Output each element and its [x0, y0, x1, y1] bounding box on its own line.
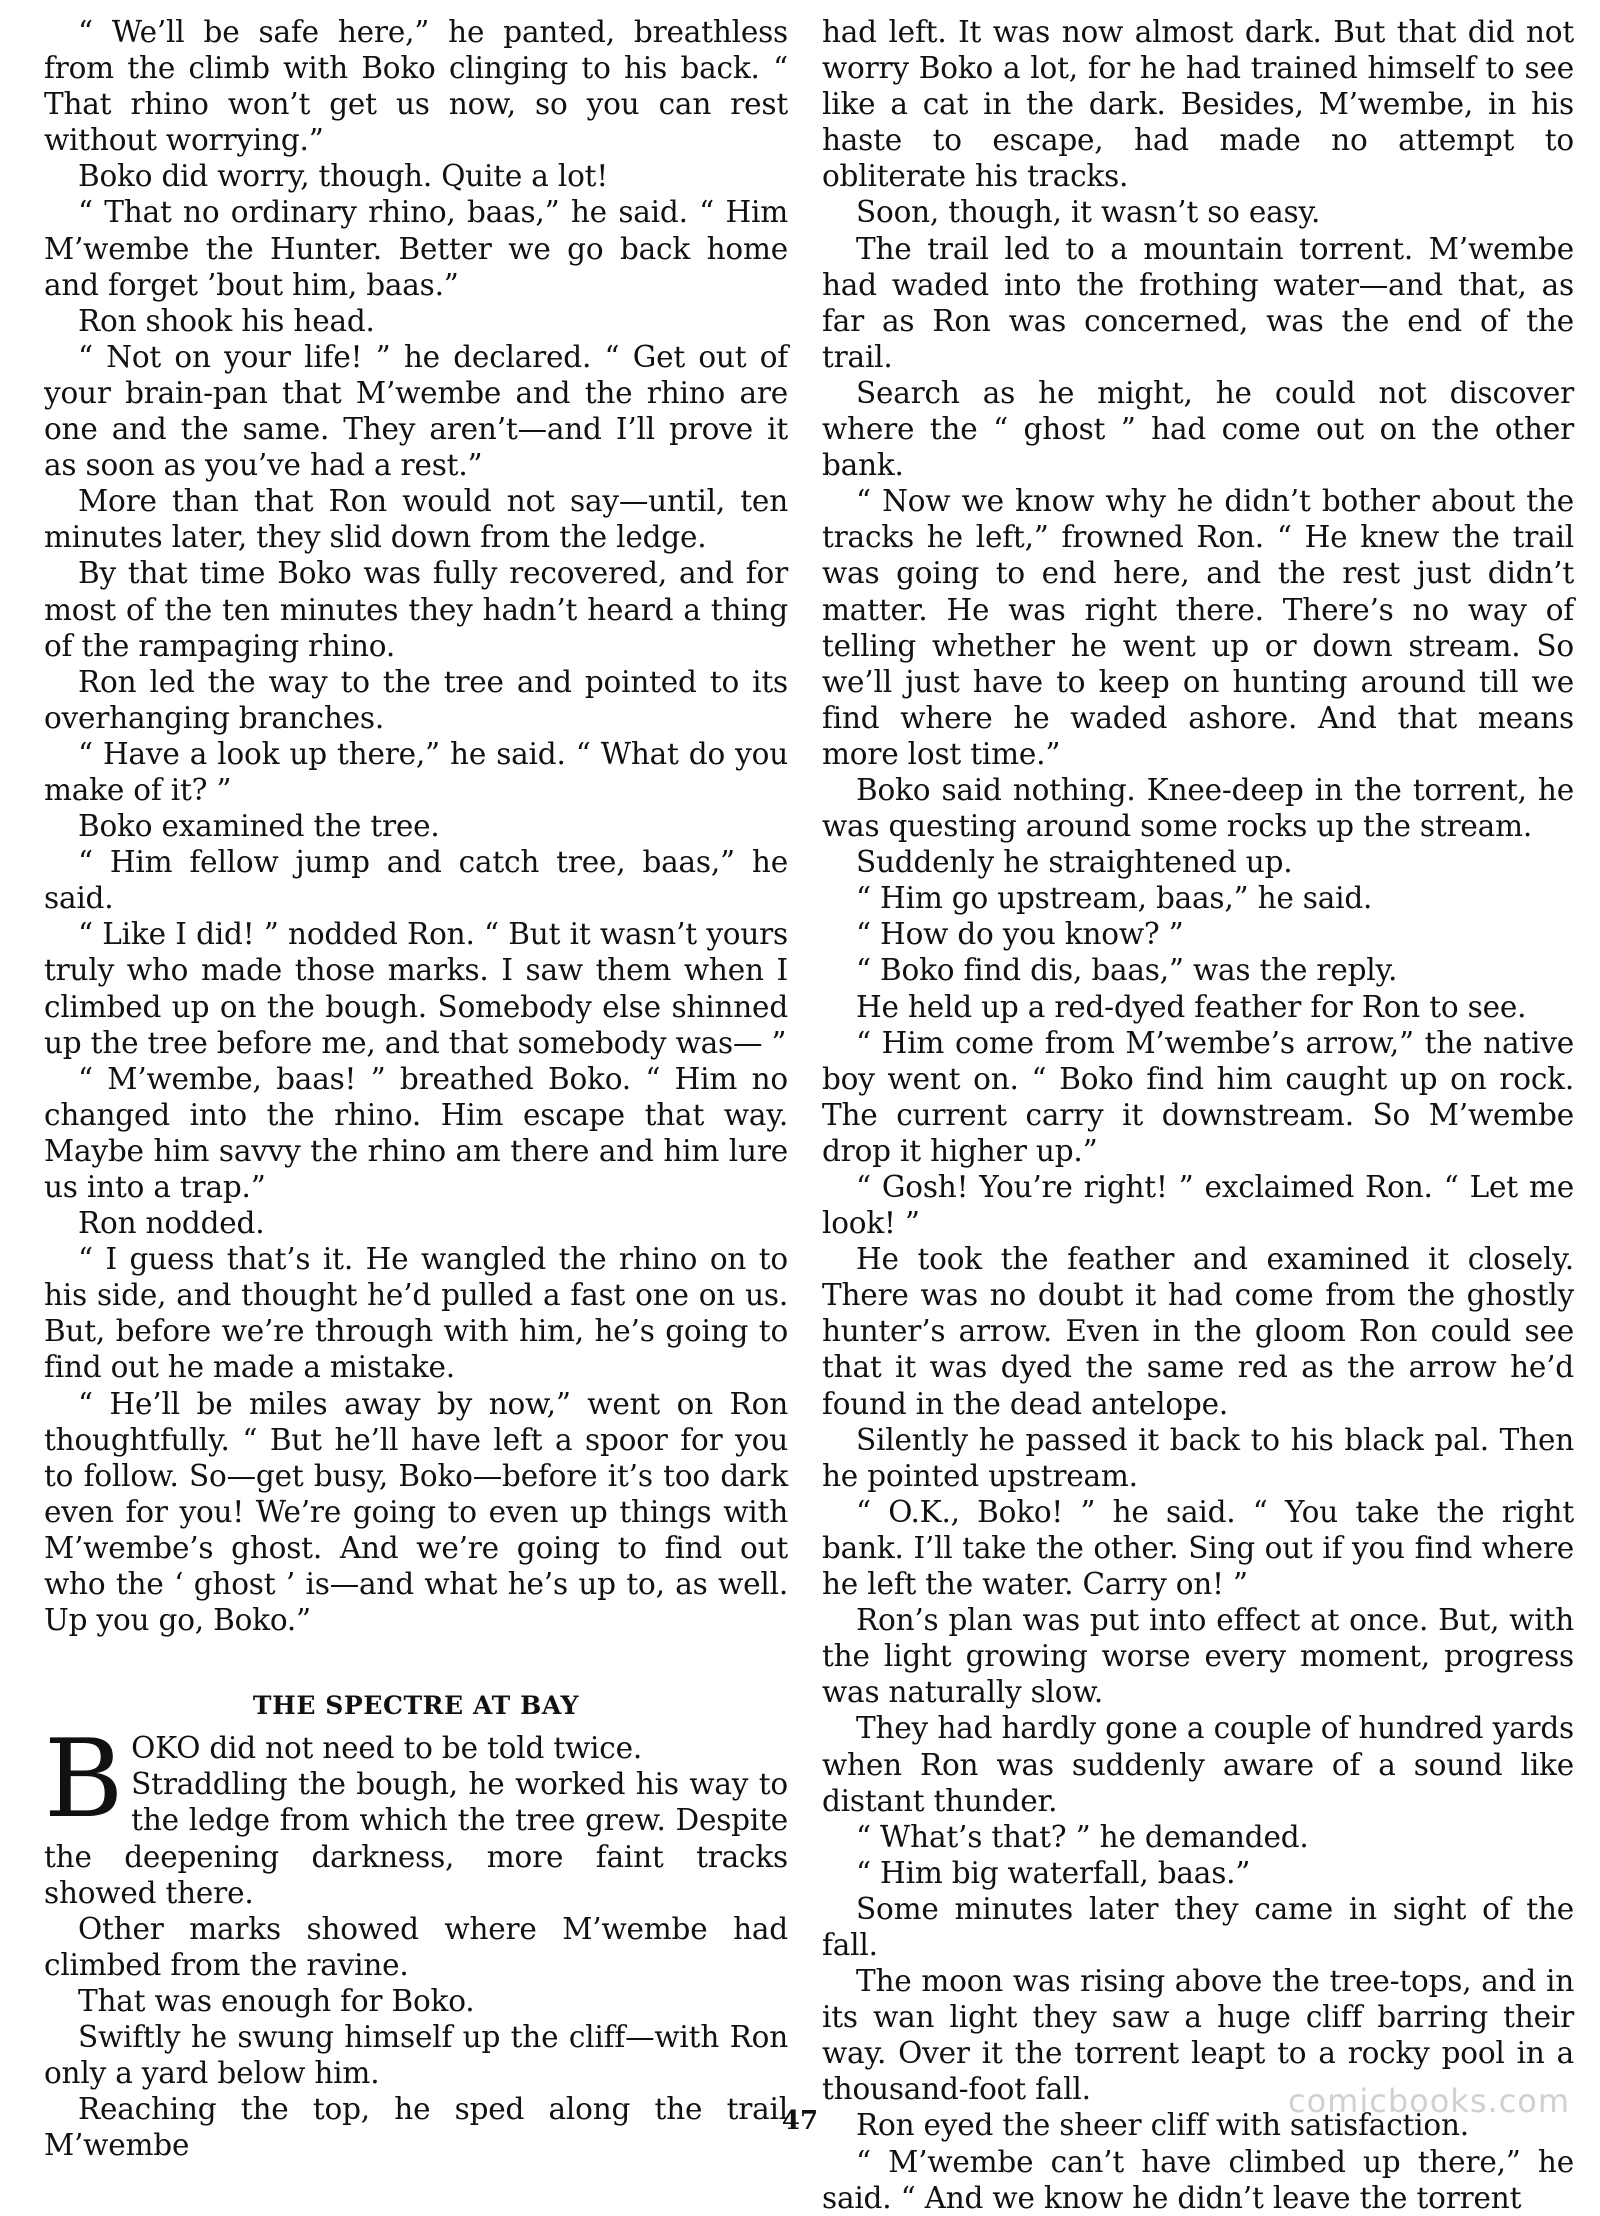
left-column	[44, 14, 788, 2163]
paragraph: “ Have a look up there,” he said. “ What do you make of it? ”	[44, 736, 788, 807]
paragraph: “ M’wembe, baas! ” breathed Boko. “ Him no changed into the rhino. Him escape that way. Maybe him savvy the rhino am there and him lure us into a trap.”	[44, 1061, 788, 1204]
paragraph: Silently he passed it back to his black pal. Then he pointed upstream.	[822, 1422, 1574, 1493]
paragraph: Suddenly he straightened up.	[856, 845, 1293, 880]
paragraph: That was enough for Boko.	[78, 1983, 475, 2018]
paragraph: “ Gosh! You’re right! ” exclaimed Ron. “ Let me look! ”	[822, 1170, 1574, 1241]
paragraph: Ron’s plan was put into effect at once. But, with the light growing worse every moment, progress was naturally slow.	[822, 1603, 1574, 1710]
paragraph: Ron led the way to the tree and pointed to its overhanging branches.	[44, 664, 788, 735]
left-paragraphs-before	[44, 14, 788, 1638]
drop-cap: B	[44, 1717, 124, 1843]
watermark: comicbooks.com	[1287, 2082, 1570, 2120]
paragraph: By that time Boko was fully recovered, and for most of the ten minutes they hadn’t heard a thing of the rampaging rhino.	[44, 556, 788, 663]
chapter-first-paragraph: OKO did not need to be told twice.	[131, 1731, 643, 1766]
paragraph: had left. It was now almost dark. But that did not worry Boko a lot, for he had trained himself to see like a cat in the dark. Besides, M’wembe, in his haste to escape, had made no attempt to obliterate his tracks.	[822, 15, 1574, 194]
chapter-opening	[44, 1717, 788, 1910]
paragraph: “ He’ll be miles away by now,” went on Ron thoughtfully. “ But he’ll have left a spoor for you to follow. So—get busy, Boko—before it’s too dark even for you! We’re going to even up things with M’wembe’s ghost. And we’re going to find out who the ‘ ghost ’ is—and what he’s up to, as well. Up you go, Boko.”	[44, 1386, 788, 1638]
section-heading: THE SPECTRE AT BAY	[252, 1691, 580, 1721]
paragraph: “ Him big waterfall, baas.”	[856, 1855, 1251, 1890]
paragraph: Some minutes later they came in sight of the fall.	[822, 1891, 1574, 1962]
paragraph: “ Him go upstream, baas,” he said.	[856, 881, 1373, 916]
paragraph: Ron nodded.	[78, 1206, 265, 1241]
paragraph: Ron shook his head.	[78, 303, 375, 338]
paragraph: “ What’s that? ” he demanded.	[856, 1819, 1309, 1854]
paragraph: “ M’wembe can’t have climbed up there,” he said. “ And we know he didn’t leave the torrent	[822, 2144, 1574, 2215]
paragraph: Boko did worry, though. Quite a lot!	[78, 159, 608, 194]
paragraph: “ We’ll be safe here,” he panted, breathless from the climb with Boko clinging to his back. “ That rhino won’t get us now, so you can rest without worrying.”	[44, 15, 788, 158]
paragraph: He held up a red-dyed feather for Ron to see.	[856, 989, 1527, 1024]
paragraph: “ Boko find dis, baas,” was the reply.	[856, 953, 1398, 988]
paragraph: Other marks showed where M’wembe had climbed from the ravine.	[44, 1911, 788, 1982]
paragraph: Search as he might, he could not discover where the “ ghost ” had come out on the other bank.	[822, 375, 1574, 483]
paragraph: “ Now we know why he didn’t bother about the tracks he left,” frowned Ron. “ He knew the trail was going to end here, and the rest just didn’t matter. He was right there. There’s no way of telling whether he went up or down stream. So we’ll just have to keep on hunting around till we find where he waded ashore. And that means more lost time.”	[822, 484, 1574, 771]
right-paragraphs	[822, 14, 1574, 2216]
paragraph: Swiftly he swung himself up the cliff—with Ron only a yard below him.	[44, 2019, 788, 2091]
page-number: 47	[781, 2106, 819, 2136]
paragraph: Ron eyed the sheer cliff with satisfaction.	[856, 2108, 1469, 2143]
paragraph: Soon, though, it wasn’t so easy.	[856, 195, 1321, 230]
paragraph: Reaching the top, he sped along the trail M’wembe	[44, 2092, 788, 2163]
paragraph: More than that Ron would not say—until, ten minutes later, they slid down from the ledge.	[44, 484, 788, 555]
chapter-second-paragraph: Straddling the bough, he worked his way to the ledge from which the tree grew. Despite the deepening darkness, more faint tracks showed there.	[44, 1767, 788, 1910]
paragraph: The moon was rising above the tree-tops, and in its wan light they saw a huge cliff barring their way. Over it the torrent leapt to a rocky pool in a thousand-foot fall.	[822, 1964, 1574, 2107]
paragraph: They had hardly gone a couple of hundred yards when Ron was suddenly aware of a sound like distant thunder.	[822, 1711, 1574, 1818]
paragraph: “ That no ordinary rhino, baas,” he said. “ Him M’wembe the Hunter. Better we go back home and forget ’bout him, baas.”	[44, 195, 788, 302]
right-column	[822, 14, 1574, 2216]
paragraph: “ Him come from M’wembe’s arrow,” the native boy went on. “ Boko find him caught up on rock. The current carry it downstream. So M’wembe drop it higher up.”	[822, 1025, 1574, 1168]
paragraph: “ O.K., Boko! ” he said. “ You take the right bank. I’ll take the other. Sing out if you find where he left the water. Carry on! ”	[822, 1494, 1574, 1602]
paragraph: He took the feather and examined it closely. There was no doubt it had come from the ghostly hunter’s arrow. Even in the gloom Ron could see that it was dyed the same red as the arrow he’d found in the dead antelope.	[822, 1242, 1574, 1421]
paragraph: “ Not on your life! ” he declared. “ Get out of your brain-pan that M’wembe and the rhino are one and the same. They aren’t—and I’ll prove it as soon as you’ve had a rest.”	[44, 339, 788, 483]
paragraph: Boko said nothing. Knee-deep in the torrent, he was questing around some rocks up the stream.	[822, 772, 1574, 844]
paragraph: “ How do you know? ”	[856, 917, 1184, 952]
paragraph: Boko examined the tree.	[78, 809, 440, 844]
paragraph: “ Like I did! ” nodded Ron. “ But it wasn’t yours truly who made those marks. I saw them when I climbed up on the bough. Somebody else shinned up the tree before me, and that somebody was— ”	[44, 917, 788, 1060]
paragraph: “ I guess that’s it. He wangled the rhino on to his side, and thought he’d pulled a fast one on us. But, before we’re through with him, he’s going to find out he made a mistake.	[44, 1242, 788, 1385]
paragraph: The trail led to a mountain torrent. M’wembe had waded into the frothing water—and that, as far as Ron was concerned, was the end of the trail.	[822, 231, 1574, 374]
paragraph: “ Him fellow jump and catch tree, baas,” he said.	[44, 845, 788, 916]
